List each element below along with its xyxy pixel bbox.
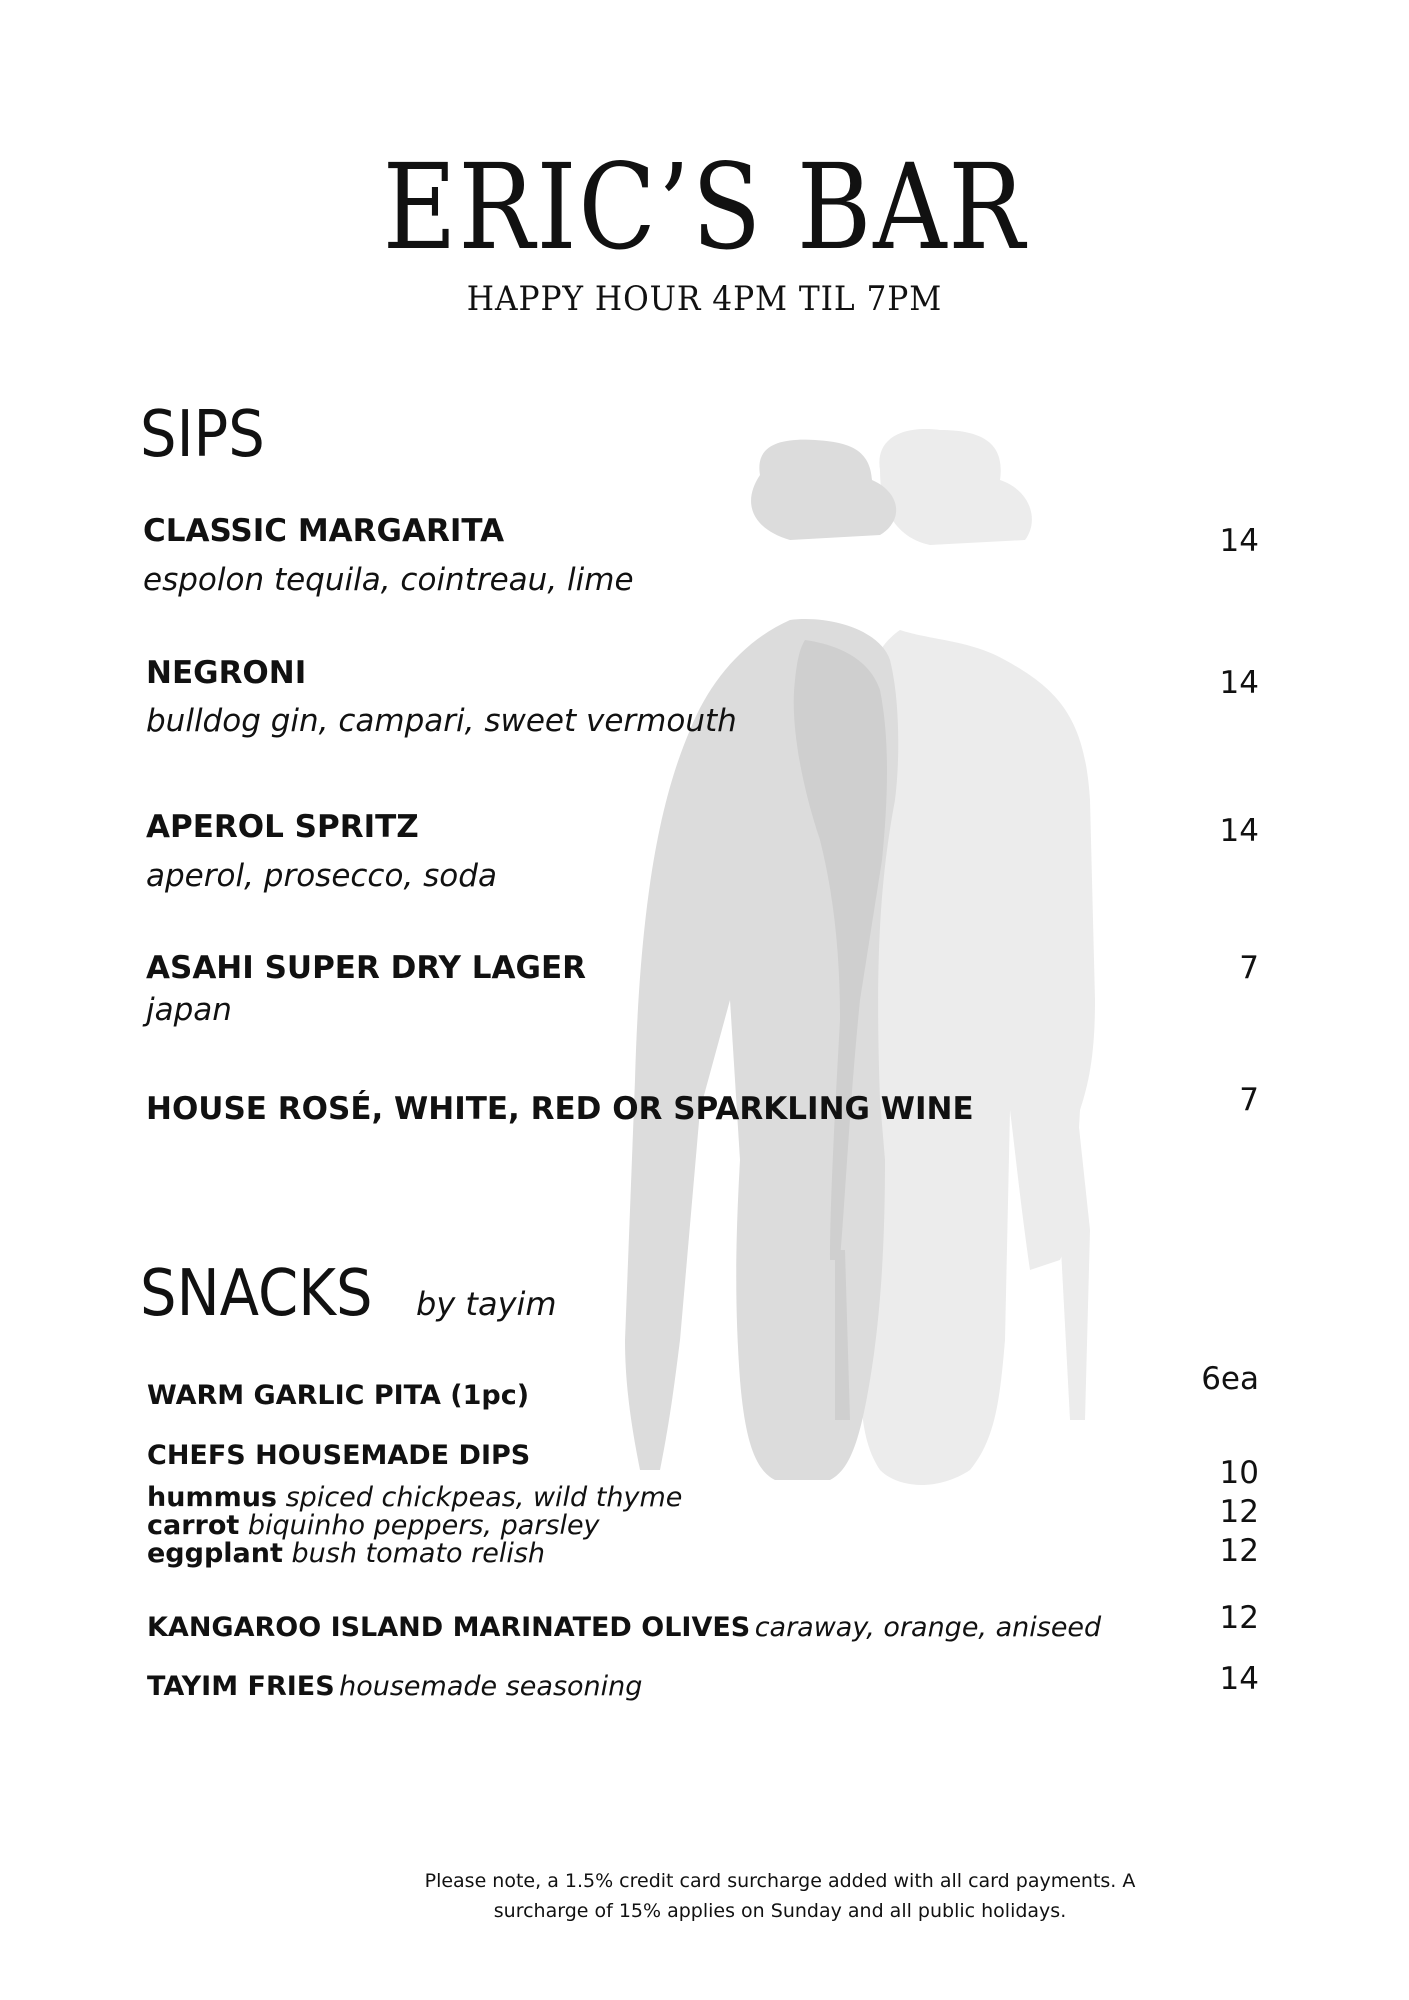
sip-item-price: 14 <box>1219 523 1259 559</box>
sip-item-description: espolon tequila, cointreau, lime <box>143 562 634 598</box>
sip-item-name: HOUSE ROSÉ, WHITE, RED OR SPARKLING WINE <box>146 1091 974 1127</box>
snack-item-name: KANGAROO ISLAND MARINATED OLIVES <box>147 1612 751 1643</box>
dip-name: hummus <box>147 1482 278 1513</box>
olives-line <box>147 1614 1101 1641</box>
sip-item-price: 7 <box>1239 950 1259 986</box>
sip-item-description: aperol, prosecco, soda <box>146 858 497 894</box>
dip-description: bush tomato relish <box>291 1538 546 1569</box>
dip-name: eggplant <box>147 1538 283 1569</box>
snack-item-price: 14 <box>1219 1661 1259 1697</box>
snack-item-name: TAYIM FRIES <box>147 1671 335 1702</box>
dips-heading: CHEFS HOUSEMADE DIPS <box>147 1440 531 1471</box>
dip-line <box>147 1512 600 1540</box>
dip-price: 12 <box>1219 1533 1259 1569</box>
surcharge-note: Please note, a 1.5% credit card surcharge added with all card payments. A surcharge of 15% applies on Sunday and all public holidays. <box>424 1870 1136 1922</box>
dip-price: 12 <box>1219 1494 1259 1530</box>
snack-item-description: caraway, orange, aniseed <box>754 1612 1102 1643</box>
sip-item-name: APEROL SPRITZ <box>146 809 419 845</box>
dip-line <box>147 1540 545 1568</box>
happy-hour-subtitle: HAPPY HOUR 4PM TIL 7PM <box>466 279 943 319</box>
dip-line <box>147 1484 682 1512</box>
snacks-heading: SNACKS <box>140 1257 373 1331</box>
sip-item-price: 7 <box>1239 1082 1259 1118</box>
snack-item-price: 6ea <box>1201 1361 1259 1397</box>
sip-item-price: 14 <box>1219 813 1259 849</box>
snacks-by-label: by tayim <box>416 1285 557 1323</box>
dip-description: biquinho peppers, parsley <box>247 1510 600 1541</box>
sip-item-price: 14 <box>1219 665 1259 701</box>
dip-description: spiced chickpeas, wild thyme <box>285 1482 683 1513</box>
dip-price: 10 <box>1219 1455 1259 1491</box>
snack-item-description: housemade seasoning <box>339 1671 643 1702</box>
sips-heading: SIPS <box>140 398 265 472</box>
sip-item-name: CLASSIC MARGARITA <box>143 513 505 549</box>
snack-item-name: WARM GARLIC PITA (1pc) <box>147 1380 530 1411</box>
sip-item-description: japan <box>146 992 232 1028</box>
snack-item-price: 12 <box>1219 1600 1259 1636</box>
bar-title: ERIC’S BAR <box>382 138 1027 276</box>
sip-item-name: NEGRONI <box>146 655 307 691</box>
dip-name: carrot <box>147 1510 240 1541</box>
sip-item-description: bulldog gin, campari, sweet vermouth <box>146 703 737 739</box>
fries-line <box>147 1673 642 1700</box>
sip-item-name: ASAHI SUPER DRY LAGER <box>146 950 587 986</box>
